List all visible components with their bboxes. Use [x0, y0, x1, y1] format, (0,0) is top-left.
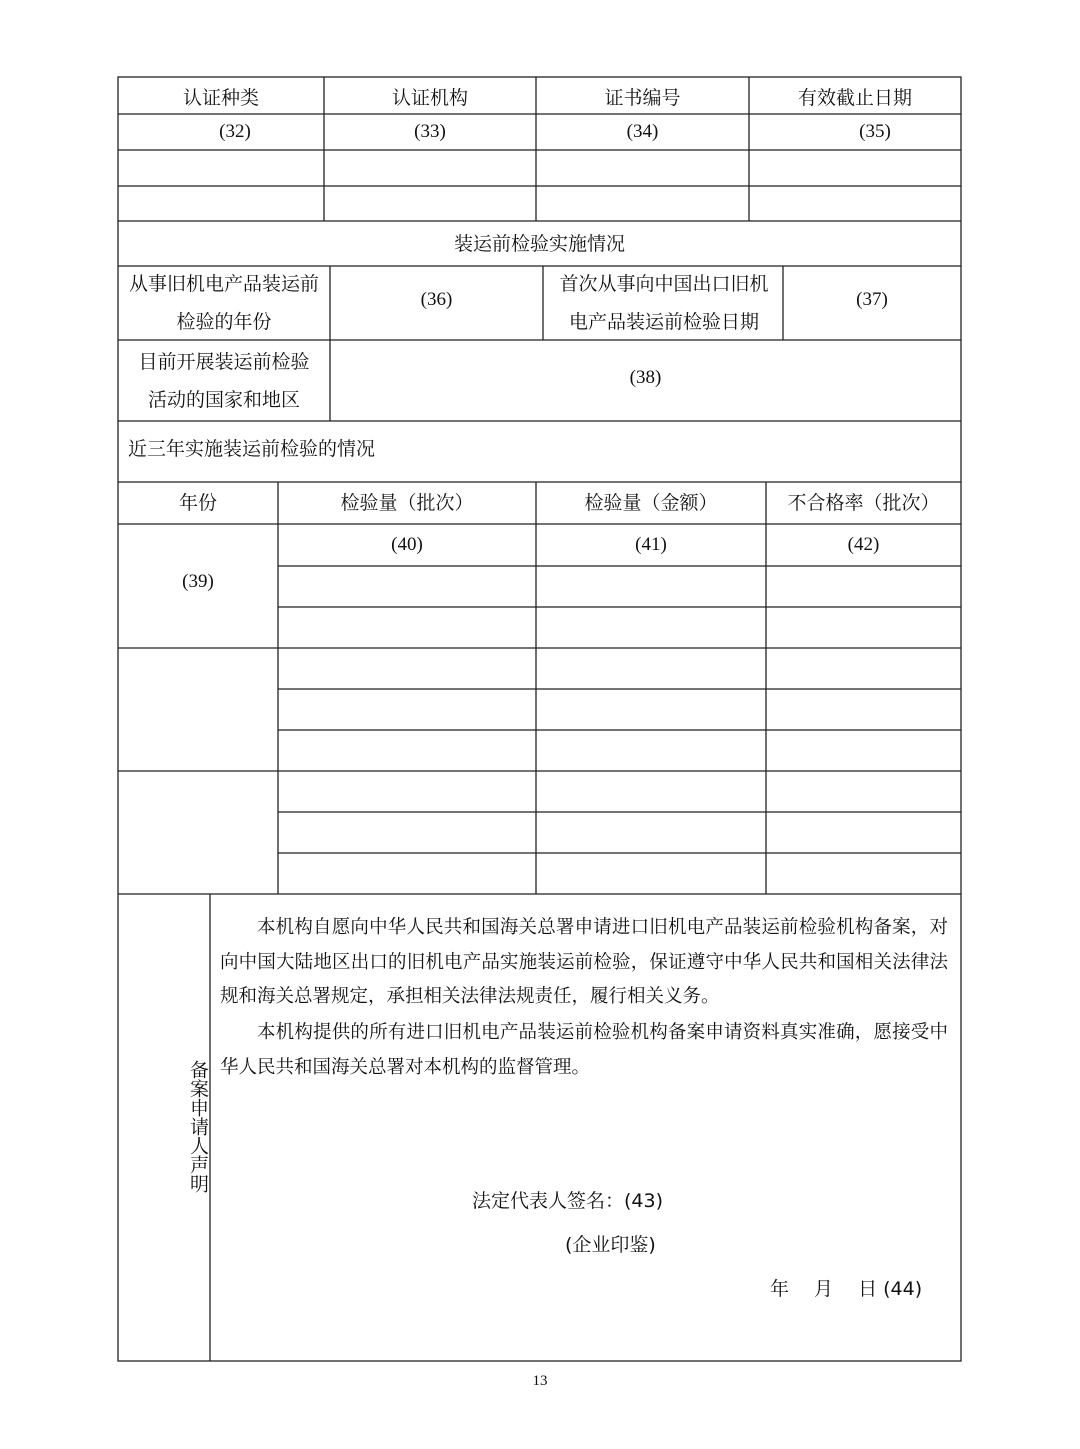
cert-empty-row[interactable] [118, 150, 961, 186]
years-field[interactable]: (36) [420, 289, 453, 310]
cert-expiry-field[interactable]: (35) [859, 121, 891, 142]
stats-batches-field[interactable]: (40) [391, 534, 423, 555]
cert-body-field[interactable]: (33) [414, 121, 446, 142]
seal-line: (企业印鉴) [565, 1234, 656, 1256]
stats-header-amount: 检验量（金额） [584, 492, 718, 514]
cert-empty-row[interactable] [118, 186, 961, 221]
cert-type-field[interactable]: (32) [219, 121, 251, 142]
first-date-label: 首次从事向中国出口旧机电产品装运前检验日期 [559, 273, 769, 333]
regions-field[interactable]: (38) [629, 367, 662, 388]
stats-header-year: 年份 [178, 492, 217, 514]
cert-header-expiry: 有效截止日期 [797, 87, 912, 109]
stats-header-rate: 不合格率（批次） [787, 492, 940, 514]
regions-label: 目前开展装运前检验活动的国家和地区 [138, 350, 310, 411]
date-line[interactable]: 年 月 日 (44) [770, 1278, 923, 1300]
signature-line[interactable]: 法定代表人签名：(43) [472, 1190, 664, 1212]
cert-number-field[interactable]: (34) [626, 121, 659, 142]
stats-year-field[interactable]: (39) [182, 571, 214, 592]
recent-label: 近三年实施装运前检验的情况 [128, 438, 376, 460]
stats-header-batches: 检验量（批次） [340, 492, 474, 514]
section-title: 装运前检验实施情况 [453, 232, 625, 255]
page-number: 13 [532, 1373, 548, 1389]
years-label: 从事旧机电产品装运前检验的年份 [128, 273, 319, 333]
declaration-label: 备案申请人声明 [187, 1060, 209, 1193]
stats-amount-field[interactable]: (41) [635, 534, 667, 555]
cert-header-body: 认证机构 [391, 87, 468, 109]
cert-header-type: 认证种类 [182, 87, 259, 109]
declaration-paragraph-1: 本机构自愿向中华人民共和国海关总署申请进口旧机电产品装运前检验机构备案，对向中国大陆地区出口的旧机电产品实施装运前检验，保证遵守中华人民共和国相关法律法规和海关总署规定，承担相关法律法规责任，履行相关义务。 [220, 917, 948, 1007]
cert-header-number: 证书编号 [604, 87, 681, 109]
stats-rate-field[interactable]: (42) [847, 534, 880, 555]
declaration-paragraph-2: 本机构提供的所有进口旧机电产品装运前检验机构备案申请资料真实准确，愿接受中华人民共和国海关总署对本机构的监督管理。 [220, 1022, 948, 1078]
first-date-field[interactable]: (37) [856, 289, 888, 310]
